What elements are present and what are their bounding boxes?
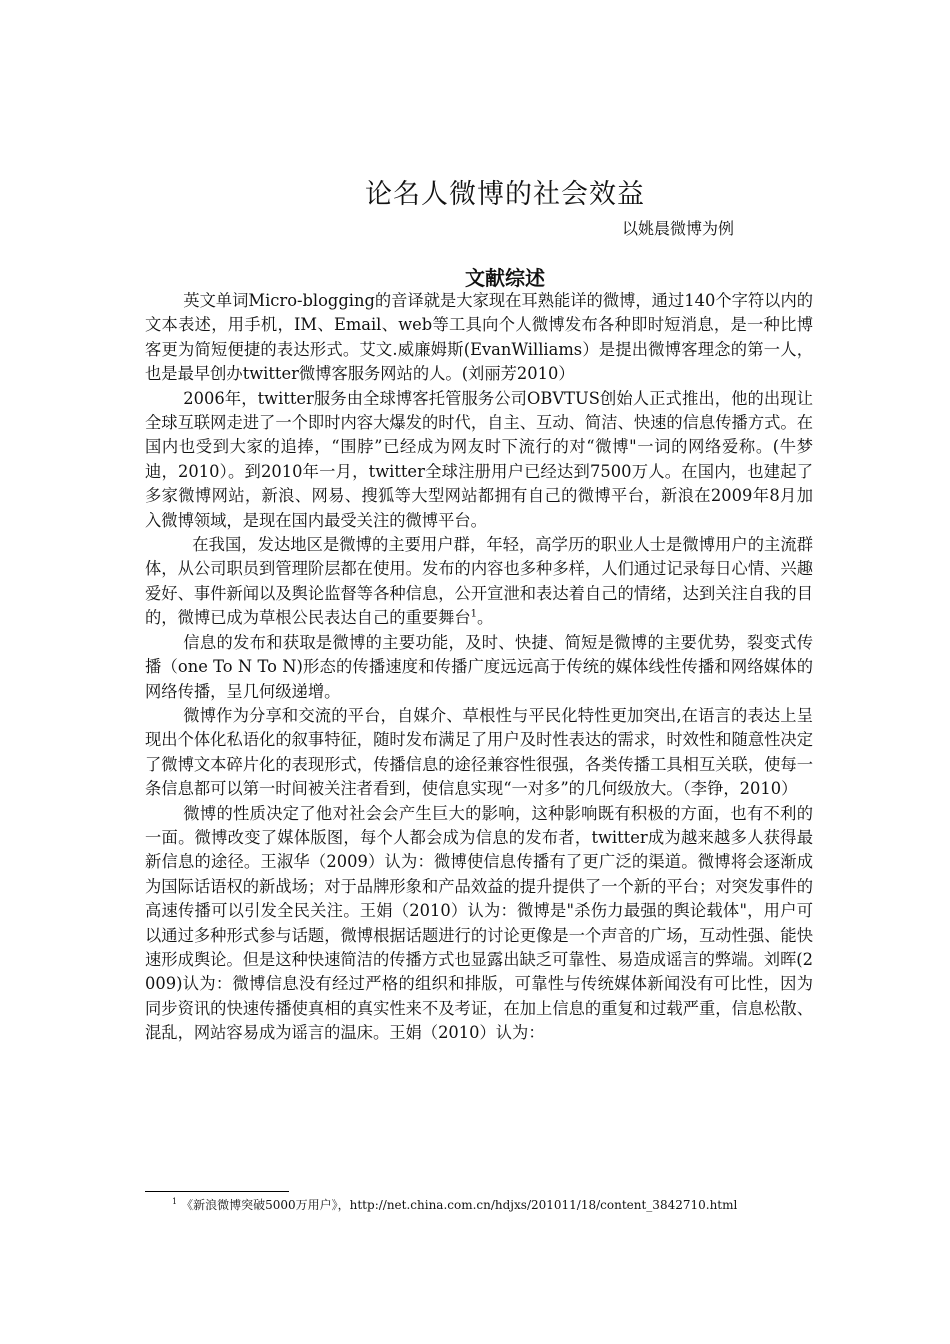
document-title: 论名人微博的社会效益: [365, 179, 645, 210]
paragraph-2: 2006年，twitter服务由全球博客托管服务公司OBVTUS创始人正式推出，他的出现让全球互联网走进了一个即时内容大爆发的时代，自主、互动、简洁、快速的信息传播方式。在国内也受到大家的追捧，“围脖”已经成为网友时下流行的对“微博"一词的网络爱称。(牛梦迪，2010）。到2010年一月，twitter全球注册用户已经达到7500万人。在国内，也建起了多家微博网站，新浪、网易、搜狐等大型网站都拥有自己的微博平台，新浪在2009年8月加入微博领域，是现在国内最受关注的微博平台。: [145, 388, 813, 530]
paragraph-3-text: 在我国，发达地区是微博的主要用户群，年轻，高学历的职业人士是微博用户的主流群体，从公司职员到管理阶层都在使用。发布的内容也多种多样，人们通过记录每日心情、兴趣爱好、事件新闻以及舆论监督等各种信息，公开宣泄和表达着自己的情绪，达到关注自我的目的，微博已成为草根公民表达自己的重要舞台: [145, 535, 813, 628]
footnote-reference[interactable]: 1: [470, 608, 478, 620]
document-subtitle: 以姚晨微博为例: [622, 219, 735, 238]
footnote-marker: 1: [172, 1197, 178, 1206]
body-text: [145, 289, 813, 1046]
paragraph-3-tail: 。: [477, 608, 494, 628]
paragraph-3: [145, 533, 813, 631]
paragraph-5: 微博作为分享和交流的平台，自媒介、草根性与平民化特性更加突出,在语言的表达上呈现出个体化私语化的叙事特征，随时发布满足了用户及时性表达的需求，时效性和随意性决定了微博文本碎片化的表现形式，传播信息的途径兼容性很强，各类传播工具相互关联，使每一条信息都可以第一时间被关注者看到，使信息实现“一对多”的几何级放大。（李铮，2010）: [145, 705, 813, 799]
section-heading: 文献综述: [465, 266, 545, 290]
footnote-separator: [145, 1191, 289, 1192]
paragraph-4: 信息的发布和获取是微博的主要功能，及时、快捷、简短是微博的主要优势，裂变式传播（one To N To N)形态的传播速度和传播广度远远高于传统的媒体线性传播和网络媒体的网络传播，呈几何级递增。: [145, 632, 813, 701]
footnote-text: 《新浪微博突破5000万用户》，http://net.china.com.cn/hdjxs/201011/18/content_3842710.html: [181, 1198, 738, 1212]
footnote: [172, 1197, 872, 1213]
paragraph-6: 微博的性质决定了他对社会会产生巨大的影响，这种影响既有积极的方面，也有不利的一面。微博改变了媒体版图，每个人都会成为信息的发布者，twitter成为越来越多人获得最新信息的途径。王淑华（2009）认为：微博使信息传播有了更广泛的渠道。微博将会逐渐成为国际话语权的新战场；对于品牌形象和产品效益的提升提供了一个新的平台；对突发事件的高速传播可以引发全民关注。王娟（2010）认为：微博是"杀伤力最强的舆论载体"，用户可以通过多种形式参与话题，微博根据话题进行的讨论更像是一个声音的广场，互动性强、能快速形成舆论。但是这种快速简洁的传播方式也显露出缺乏可靠性、易造成谣言的弊端。刘晖(2009)认为：微博信息没有经过严格的组织和排版，可靠性与传统媒体新闻没有可比性，因为同步资讯的快速传播使真相的真实性来不及考证，在加上信息的重复和过载严重，信息松散、混乱，网站容易成为谣言的温床。王娟（2010）认为：: [145, 803, 813, 1043]
paragraph-1: 英文单词Micro-blogging的音译就是大家现在耳熟能详的微博，通过140个字符以内的文本表述，用手机，IM、Email、web等工具向个人微博发布各种即时短消息，是一种比博客更为简短便捷的表达形式。艾文.威廉姆斯(EvanWilliams）是提出微博客理念的第一人，也是最早创办twitter微博客服务网站的人。(刘丽芳2010）: [145, 291, 814, 384]
